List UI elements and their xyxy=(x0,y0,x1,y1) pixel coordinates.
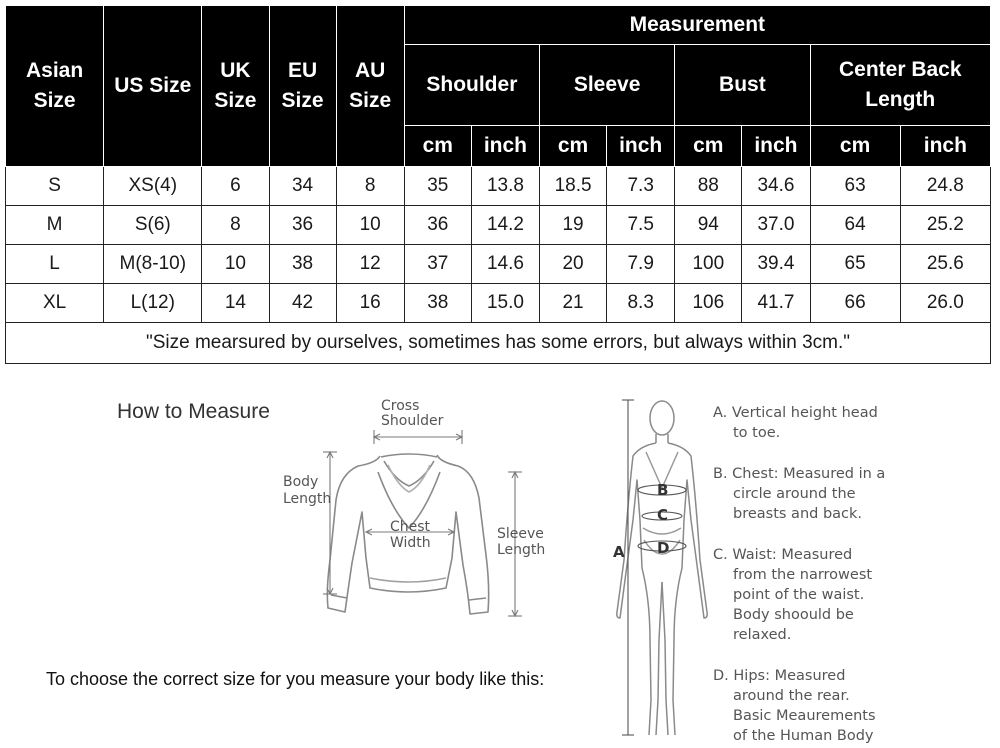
header-bust-inch: inch xyxy=(742,126,810,167)
legend-d xyxy=(713,666,903,746)
legend-a xyxy=(713,403,903,443)
body-letter-b: B xyxy=(657,481,669,499)
legend-a-line-1: A. Vertical height head xyxy=(713,405,878,421)
cell-bust-inch: 34.6 xyxy=(742,167,810,206)
header-sleeve-cm: cm xyxy=(540,126,607,167)
cell-au-size: 12 xyxy=(336,245,404,284)
header-au-size: AU Size xyxy=(336,6,404,167)
cell-au-size: 8 xyxy=(336,167,404,206)
header-us-size: US Size xyxy=(104,6,202,167)
length-label: Length xyxy=(283,491,332,507)
sleeve-label: Sleeve xyxy=(497,526,544,542)
cell-eu-size: 38 xyxy=(269,245,336,284)
shoulder-label-1: Shoulder xyxy=(381,413,444,429)
legend-c-line-2: from the narrowest xyxy=(733,567,873,583)
cell-eu-size: 36 xyxy=(269,206,336,245)
cell-shoulder-cm: 38 xyxy=(404,284,471,323)
legend-b xyxy=(713,464,903,524)
body-label: Body xyxy=(283,474,319,490)
cell-bust-cm: 106 xyxy=(675,284,742,323)
header-sleeve: Sleeve xyxy=(540,45,675,126)
header-measurement: Measurement xyxy=(404,6,990,45)
cell-shoulder-cm: 35 xyxy=(404,167,471,206)
cell-uk-size: 6 xyxy=(202,167,269,206)
cell-shoulder-inch: 15.0 xyxy=(471,284,539,323)
sleeve-length-label: Length xyxy=(497,542,546,558)
cell-sleeve-inch: 7.9 xyxy=(607,245,675,284)
cell-uk-size: 14 xyxy=(202,284,269,323)
legend-c-line-4: Body shoould be xyxy=(733,607,854,623)
cell-length-cm: 66 xyxy=(810,284,900,323)
body-letter-c: C xyxy=(657,506,669,524)
legend-d-line-3: Basic Meaurements xyxy=(733,708,876,724)
legend-b-line-1: B. Chest: Measured in a xyxy=(713,466,886,482)
cell-asian-size: S xyxy=(6,167,104,206)
legend-d-line-2: around the rear. xyxy=(733,688,850,704)
cell-length-cm: 65 xyxy=(810,245,900,284)
header-bust-cm: cm xyxy=(675,126,742,167)
cell-bust-inch: 37.0 xyxy=(742,206,810,245)
cell-sleeve-cm: 20 xyxy=(540,245,607,284)
cell-length-inch: 26.0 xyxy=(900,284,990,323)
cell-shoulder-inch: 14.2 xyxy=(471,206,539,245)
header-shoulder-cm: cm xyxy=(404,126,471,167)
cell-sleeve-inch: 8.3 xyxy=(607,284,675,323)
cell-shoulder-cm: 36 xyxy=(404,206,471,245)
header-center-back-length: Center Back Length xyxy=(810,45,991,126)
header-eu-size: EU Size xyxy=(269,6,336,167)
cell-length-cm: 64 xyxy=(810,206,900,245)
cell-sleeve-cm: 19 xyxy=(540,206,607,245)
cell-length-inch: 25.2 xyxy=(900,206,990,245)
body-letter-d: D xyxy=(657,539,670,557)
cell-uk-size: 8 xyxy=(202,206,269,245)
header-bust: Bust xyxy=(675,45,810,126)
header-uk-size: UK Size xyxy=(202,6,269,167)
cell-sleeve-inch: 7.5 xyxy=(607,206,675,245)
header-length-inch: inch xyxy=(900,126,990,167)
legend-c-line-3: point of the waist. xyxy=(733,587,865,603)
choose-size-instruction: To choose the correct size for you measure your body like this: xyxy=(46,669,545,689)
measurement-note: "Size mearsured by ourselves, sometimes has some errors, but always within 3cm." xyxy=(6,323,991,364)
cell-bust-inch: 39.4 xyxy=(742,245,810,284)
cell-length-cm: 63 xyxy=(810,167,900,206)
cell-bust-cm: 88 xyxy=(675,167,742,206)
cell-length-inch: 24.8 xyxy=(900,167,990,206)
cell-asian-size: XL xyxy=(6,284,104,323)
chest-label: Chest xyxy=(390,519,431,535)
cell-sleeve-inch: 7.3 xyxy=(607,167,675,206)
cell-us-size: XS(4) xyxy=(104,167,202,206)
cell-au-size: 16 xyxy=(336,284,404,323)
cell-sleeve-cm: 21 xyxy=(540,284,607,323)
legend-c xyxy=(713,545,903,645)
header-sleeve-inch: inch xyxy=(607,126,675,167)
cell-shoulder-cm: 37 xyxy=(404,245,471,284)
cell-uk-size: 10 xyxy=(202,245,269,284)
header-shoulder-inch: inch xyxy=(471,126,539,167)
cell-au-size: 10 xyxy=(336,206,404,245)
how-to-measure-title: How to Measure xyxy=(117,400,270,423)
cell-shoulder-inch: 14.6 xyxy=(471,245,539,284)
cell-eu-size: 34 xyxy=(269,167,336,206)
body-letter-a: A xyxy=(613,543,625,561)
cell-sleeve-cm: 18.5 xyxy=(540,167,607,206)
cell-us-size: S(6) xyxy=(104,206,202,245)
header-shoulder: Shoulder xyxy=(404,45,539,126)
cell-bust-cm: 100 xyxy=(675,245,742,284)
cell-us-size: M(8-10) xyxy=(104,245,202,284)
width-label: Width xyxy=(390,535,431,551)
cell-bust-cm: 94 xyxy=(675,206,742,245)
legend-c-line-5: relaxed. xyxy=(733,627,792,643)
legend-b-line-3: breasts and back. xyxy=(733,506,863,522)
cell-shoulder-inch: 13.8 xyxy=(471,167,539,206)
legend-b-line-2: circle around the xyxy=(733,486,856,502)
header-asian-size: Asian Size xyxy=(6,6,104,167)
legend-d-line-1: D. Hips: Measured xyxy=(713,668,846,684)
cross-label-1: Cross xyxy=(381,398,420,414)
cell-bust-inch: 41.7 xyxy=(742,284,810,323)
cell-us-size: L(12) xyxy=(104,284,202,323)
legend-d-line-4: of the Human Body xyxy=(733,728,874,744)
legend-c-line-1: C. Waist: Measured xyxy=(713,547,853,563)
header-length-cm: cm xyxy=(810,126,900,167)
cell-asian-size: M xyxy=(6,206,104,245)
cell-eu-size: 42 xyxy=(269,284,336,323)
cell-length-inch: 25.6 xyxy=(900,245,990,284)
legend-a-line-2: to toe. xyxy=(733,425,781,441)
cell-asian-size: L xyxy=(6,245,104,284)
